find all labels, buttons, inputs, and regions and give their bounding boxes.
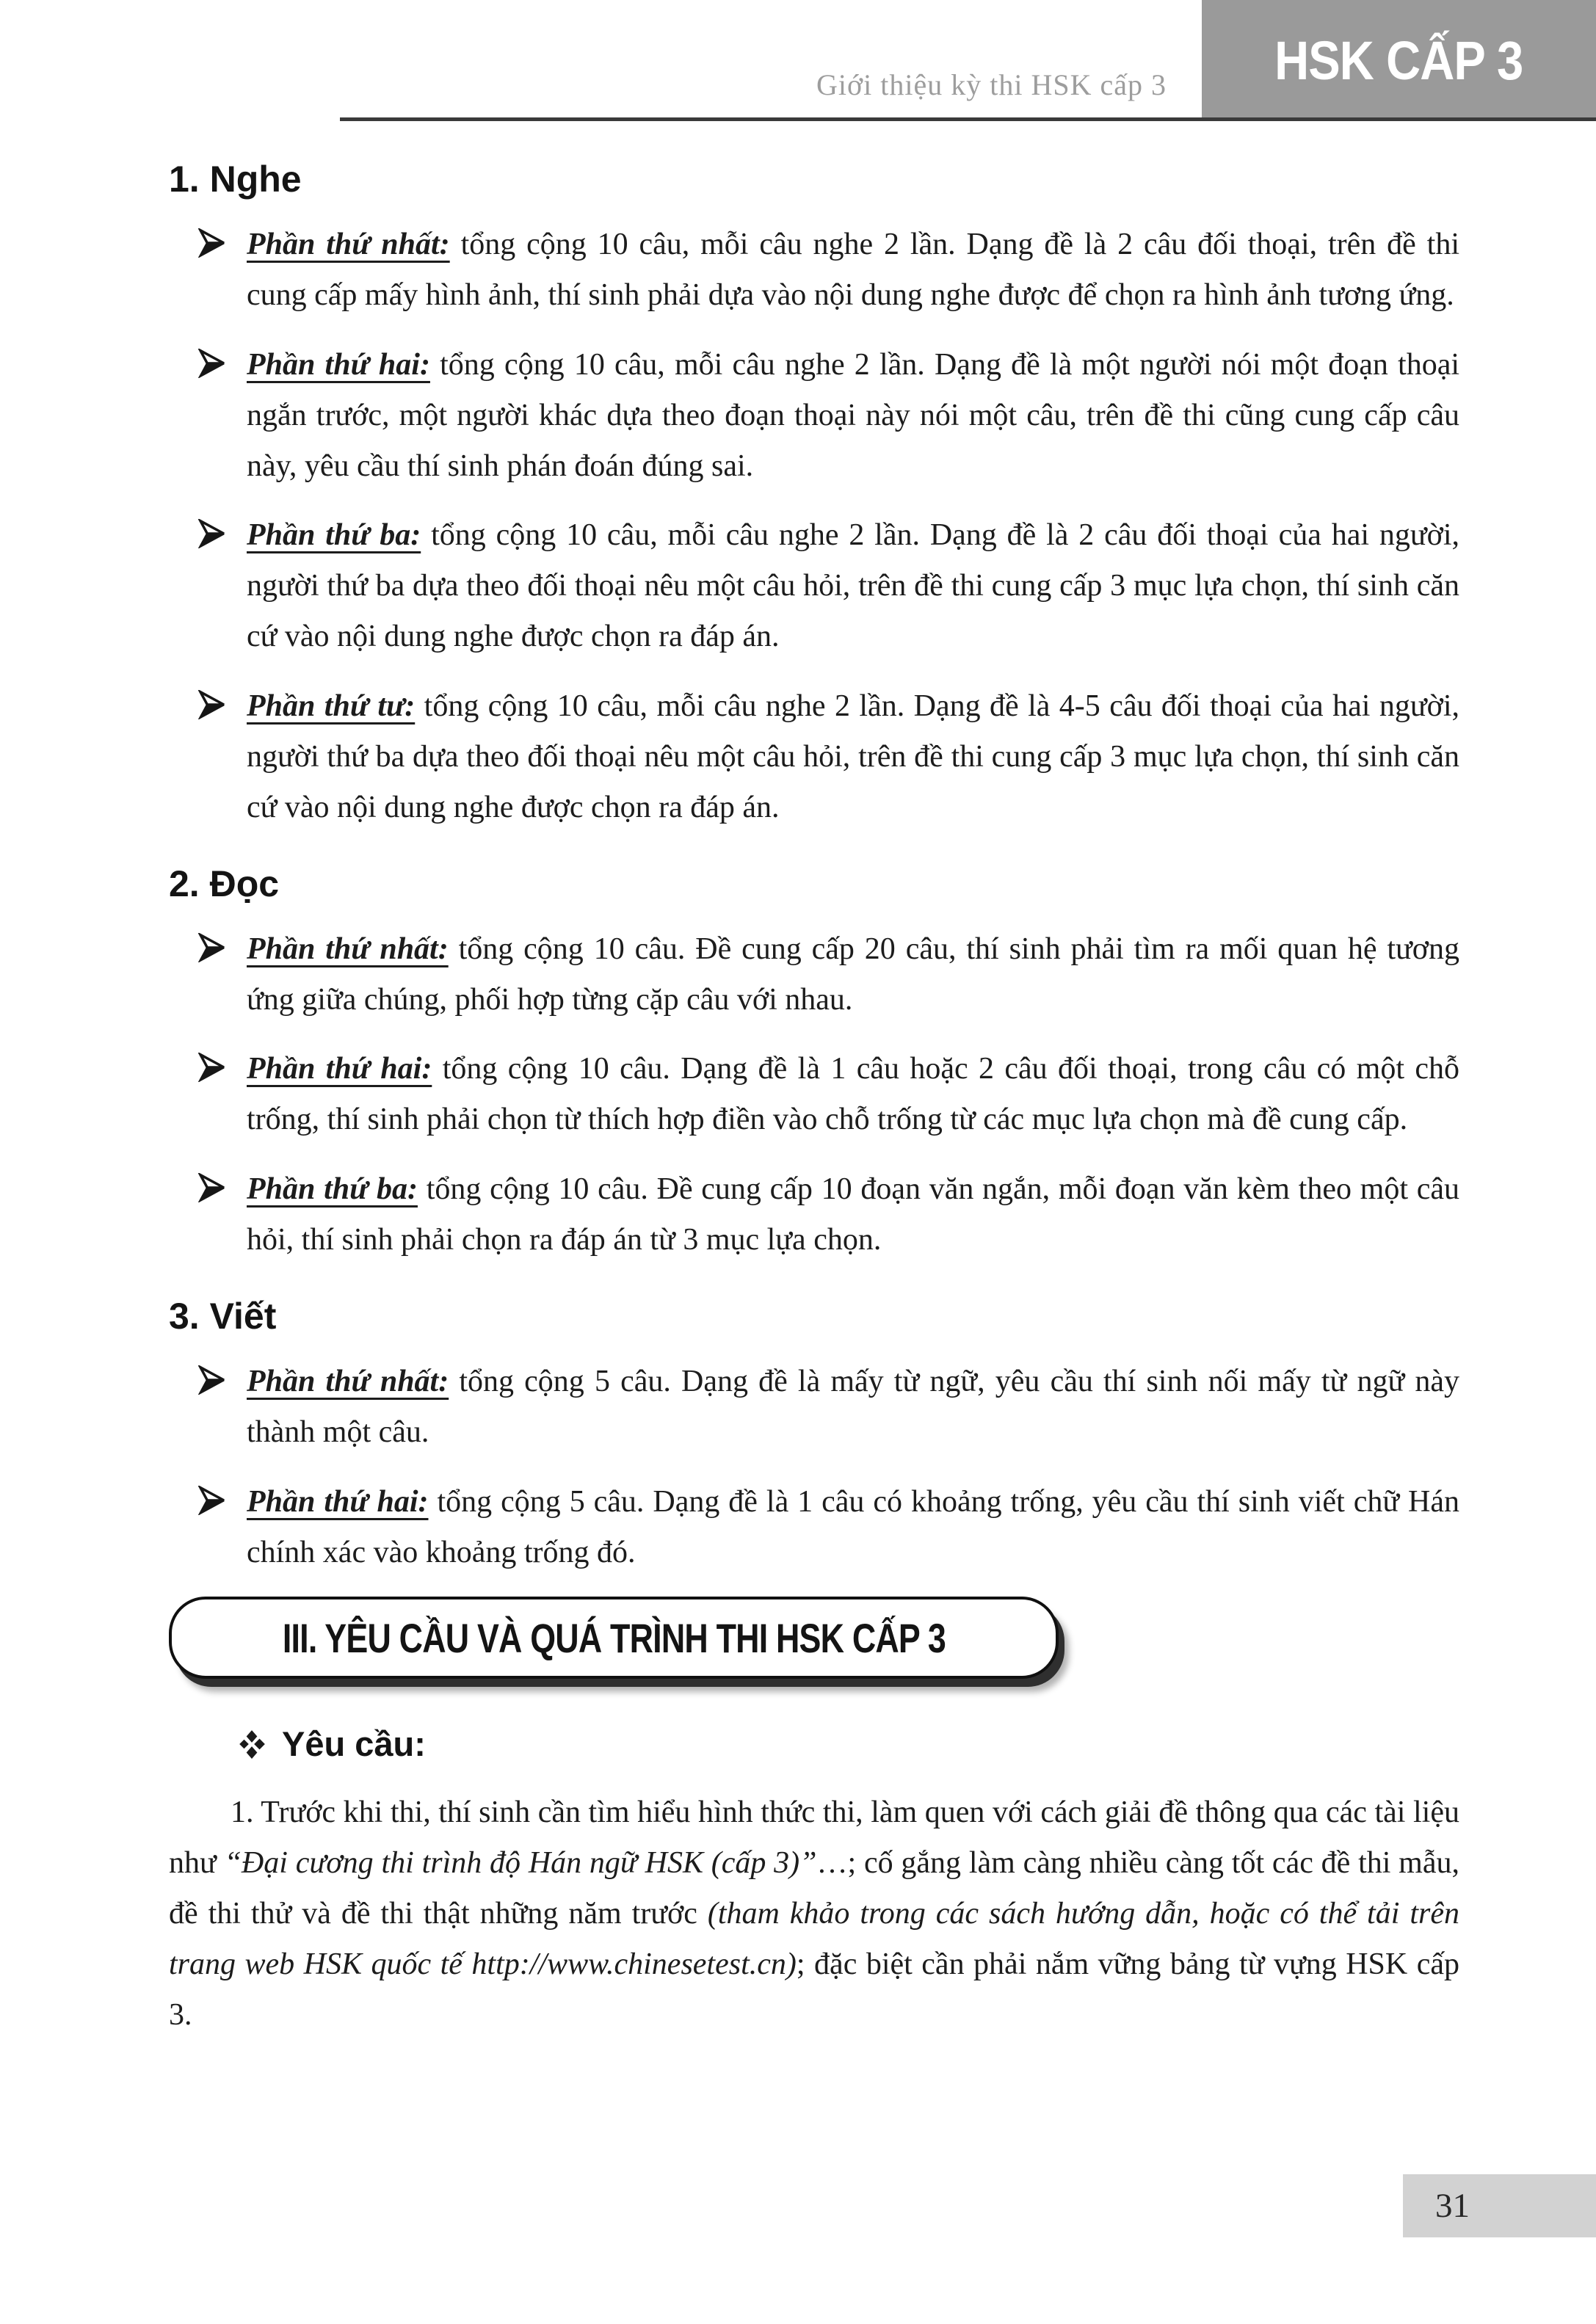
list-item [198, 510, 1459, 662]
bullet-text [247, 1044, 1459, 1145]
chapter-badge-label: HSK CẤP 3 [1274, 29, 1523, 91]
bullet-label: Phần thứ nhất: [247, 1364, 449, 1398]
bullet-body-text: tổng cộng 10 câu, mỗi câu nghe 2 lần. Dạng đề là 4-5 câu đối thoại của hai người, người thứ ba dựa theo đối thoại nêu một câu hỏi, trên đề thi cung cấp 3 mục lựa chọn, thí sinh căn cứ vào nội dung nghe được chọn ra đáp án. [247, 689, 1459, 824]
section-banner-title: III. YÊU CẦU VÀ QUÁ TRÌNH THI HSK CẤP 3 [282, 1614, 946, 1661]
section-heading-nghe: 1. Nghe [169, 159, 302, 200]
arrow-bullet-icon [198, 924, 247, 1025]
list-item [198, 219, 1459, 321]
bullet-body-text: tổng cộng 5 câu. Dạng đề là 1 câu có khoảng trống, yêu cầu thí sinh viết chữ Hán chính xác vào khoảng trống đó. [247, 1484, 1460, 1569]
list-item [198, 1477, 1459, 1578]
page-number: 31 [1435, 2187, 1470, 2225]
section-banner [169, 1597, 1059, 1679]
list-item [198, 1164, 1459, 1266]
list-item [198, 681, 1459, 833]
section-heading-viet: 3. Viết [169, 1295, 277, 1337]
arrow-bullet-icon [198, 1477, 247, 1578]
arrow-bullet-icon [198, 1357, 247, 1458]
bullet-text [247, 924, 1459, 1025]
bullet-text [247, 510, 1459, 662]
paragraph-segment: (tham khảo trong các sách hướng dẫn, hoặc có thể tải trên trang web HSK quốc tế http://www.chinesetest.cn) [169, 1897, 1460, 1981]
bullet-text [247, 1164, 1459, 1266]
subheading-label: Yêu cầu: [282, 1724, 426, 1764]
bullet-label: Phần thứ hai: [247, 1052, 432, 1086]
bullet-body-text: tổng cộng 10 câu, mỗi câu nghe 2 lần. Dạng đề là 2 câu đối thoại, trên đề thi cung cấp mấy hình ảnh, thí sinh phải dựa vào nội dung nghe được để chọn ra hình ảnh tương ứng. [247, 228, 1460, 312]
list-item [198, 1044, 1459, 1145]
bullet-text [247, 1477, 1459, 1578]
bullet-label: Phần thứ nhất: [247, 228, 450, 261]
list-item [198, 924, 1459, 1025]
paragraph-segment: 1. Trước khi thi, thí sinh cần tìm hiểu hình thức thi, làm quen với cách giải đề thông qua các tài liệu như [169, 1795, 1459, 1881]
bullet-body-text: tổng cộng 10 câu, mỗi câu nghe 2 lần. Dạng đề là một người nói một đoạn thoại ngắn trước, một người khác dựa theo đoạn thoại này nói một câu, trên đề thi cũng cung cấp câu này, yêu cầu thí sinh phán đoán đúng sai. [247, 347, 1460, 483]
bullet-text [247, 681, 1459, 833]
bullet-label: Phần thứ hai: [247, 347, 430, 382]
paragraph-segment: …; cố gắng làm càng nhiều càng tốt các đề thi mẫu, đề thi thử và đề thi thật những năm trước [169, 1846, 1459, 1931]
running-title: Giới thiệu kỳ thi HSK cấp 3 [816, 68, 1167, 101]
paragraph-segment: ; đặc biệt cần phải nắm vững bảng từ vựng HSK cấp 3. [169, 1947, 1459, 2032]
bullet-body-text: tổng cộng 10 câu. Dạng đề là 1 câu hoặc 2 câu đối thoại, trong câu có một chỗ trống, thí sinh phải chọn từ thích hợp điền vào chỗ trống từ các mục lựa chọn mà đề cung cấp. [247, 1052, 1460, 1137]
subheading-yeu-cau [236, 1723, 1459, 1765]
bullet-text [247, 219, 1459, 321]
bullet-body-text: tổng cộng 10 câu, mỗi câu nghe 2 lần. Dạng đề là 2 câu đối thoại của hai người, người thứ ba dựa theo đối thoại nêu một câu hỏi, trên đề thi cung cấp 3 mục lựa chọn, thí sinh căn cứ vào nội dung nghe được chọn ra đáp án. [247, 518, 1459, 654]
arrow-bullet-icon [198, 681, 247, 833]
bullet-label: Phần thứ nhất: [247, 932, 449, 966]
bullet-label: Phần thứ ba: [247, 518, 421, 553]
arrow-bullet-icon [198, 1164, 247, 1266]
bullet-label: Phần thứ ba: [247, 1172, 418, 1207]
arrow-bullet-icon [198, 219, 247, 321]
list-item [198, 340, 1459, 492]
paragraph-segment: “Đại cương thi trình độ Hán ngữ HSK (cấp 3)” [224, 1846, 817, 1881]
bullet-label: Phần thứ tư: [247, 689, 416, 723]
page-number-box [1403, 2174, 1596, 2237]
list-item [198, 1357, 1459, 1458]
arrow-bullet-icon [198, 340, 247, 492]
intro-paragraph [169, 1787, 1459, 2040]
bullet-label: Phần thứ hai: [247, 1484, 429, 1519]
bullet-text [247, 1357, 1459, 1458]
arrow-bullet-icon [198, 510, 247, 662]
arrow-bullet-icon [198, 1044, 247, 1145]
section-heading-doc: 2. Đọc [169, 863, 280, 904]
header-rule [340, 117, 1596, 121]
bullet-body-text: tổng cộng 10 câu. Đề cung cấp 10 đoạn văn ngắn, mỗi đoạn văn kèm theo một câu hỏi, thí sinh phải chọn ra đáp án từ 3 mục lựa chọn. [247, 1172, 1459, 1257]
bullet-body-text: tổng cộng 10 câu. Đề cung cấp 20 câu, thí sinh phải tìm ra mối quan hệ tương ứng giữa chúng, phối hợp từng cặp câu với nhau. [247, 932, 1460, 1017]
four-diamonds-icon [236, 1729, 267, 1760]
bullet-text [247, 340, 1459, 492]
chapter-badge [1202, 0, 1596, 120]
bullet-body-text: tổng cộng 5 câu. Dạng đề là mấy từ ngữ, yêu cầu thí sinh nối mấy từ ngữ này thành một câu. [247, 1364, 1459, 1449]
